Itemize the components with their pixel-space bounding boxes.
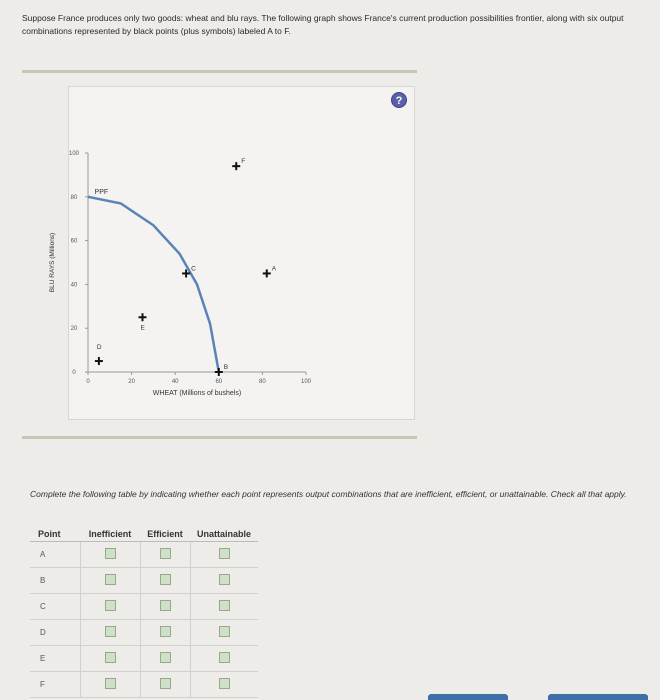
- table-row: [30, 620, 258, 646]
- y-tick-label: 80: [70, 194, 78, 201]
- row-point-label: C: [30, 594, 80, 620]
- row-point-label: B: [30, 568, 80, 594]
- y-axis-label: BLU RAYS (Millions): [49, 232, 56, 293]
- ppf-label: PPF: [94, 188, 109, 196]
- intro-text: Suppose France produces only two goods: wheat and blu rays. The following graph shows France's current production possibilities frontier, along with six output combinations represented by black points (plus symbols) labeled A to F.: [22, 13, 624, 36]
- cell-unattainable: [190, 620, 258, 646]
- bottom-divider: [22, 436, 417, 439]
- checkbox-unattainable[interactable]: [219, 600, 230, 611]
- point-label: D: [96, 344, 102, 352]
- checkbox-inefficient[interactable]: [105, 678, 116, 689]
- checkbox-inefficient[interactable]: [105, 574, 116, 585]
- cell-inefficient: [80, 646, 140, 672]
- checkbox-unattainable[interactable]: [219, 626, 230, 637]
- table-row: [30, 646, 258, 672]
- checkbox-efficient[interactable]: [160, 574, 171, 585]
- point-e: [139, 313, 147, 331]
- point-a: [263, 265, 277, 277]
- table-row: [30, 542, 258, 568]
- checkbox-unattainable[interactable]: [219, 548, 230, 559]
- checkbox-efficient[interactable]: [160, 652, 171, 663]
- point-f: [232, 158, 245, 170]
- ppf-curve: [88, 197, 219, 372]
- cell-efficient: [140, 672, 190, 698]
- y-tick-label: 60: [70, 238, 78, 245]
- row-point-label: D: [30, 620, 80, 646]
- y-tick-label: 100: [68, 151, 80, 157]
- row-point-label: A: [30, 542, 80, 568]
- x-tick-label: 40: [171, 379, 179, 385]
- checkbox-inefficient[interactable]: [105, 548, 116, 559]
- point-label: E: [140, 324, 145, 332]
- header-inefficient: Inefficient: [80, 527, 140, 542]
- point-d: [95, 344, 103, 365]
- y-tick-label: 20: [70, 326, 78, 333]
- checkbox-efficient[interactable]: [160, 600, 171, 611]
- cell-efficient: [140, 594, 190, 620]
- header-efficient: Efficient: [140, 527, 190, 542]
- cell-efficient: [140, 646, 190, 672]
- x-tick-label: 80: [259, 379, 266, 385]
- point-label: C: [191, 265, 196, 273]
- checkbox-unattainable[interactable]: [219, 574, 230, 585]
- action-button[interactable]: [428, 694, 508, 700]
- point-label: F: [241, 158, 246, 166]
- axes: [88, 153, 306, 372]
- checkbox-inefficient[interactable]: [105, 652, 116, 663]
- checkbox-unattainable[interactable]: [219, 678, 230, 689]
- cell-inefficient: [80, 672, 140, 698]
- x-tick-label: 100: [300, 379, 312, 385]
- classification-table: [30, 527, 258, 698]
- x-tick-label: 20: [128, 379, 135, 385]
- cell-inefficient: [80, 568, 140, 594]
- cell-inefficient: [80, 620, 140, 646]
- x-axis-label: WHEAT (Millions of bushels): [152, 390, 242, 397]
- cell-unattainable: [190, 542, 258, 568]
- table-row: [30, 594, 258, 620]
- instructions-text: Complete the following table by indicating whether each point represents output combinations that are inefficient, efficient, or unattainable. Check all that apply.: [30, 489, 627, 499]
- checkbox-inefficient[interactable]: [105, 626, 116, 637]
- header-point: Point: [30, 527, 80, 542]
- cell-unattainable: [190, 672, 258, 698]
- cell-efficient: [140, 568, 190, 594]
- point-label: A: [271, 265, 277, 273]
- cell-efficient: [140, 542, 190, 568]
- checkbox-efficient[interactable]: [160, 678, 171, 689]
- help-icon[interactable]: ?: [391, 92, 407, 108]
- y-tick-label: 0: [72, 370, 76, 376]
- cell-efficient: [140, 620, 190, 646]
- row-point-label: E: [30, 646, 80, 672]
- cell-unattainable: [190, 568, 258, 594]
- cell-inefficient: [80, 542, 140, 568]
- y-tick-label: 40: [70, 282, 78, 289]
- cell-inefficient: [80, 594, 140, 620]
- action-button[interactable]: [548, 694, 648, 700]
- checkbox-efficient[interactable]: [160, 548, 171, 559]
- checkbox-inefficient[interactable]: [105, 600, 116, 611]
- cell-unattainable: [190, 646, 258, 672]
- x-tick-label: 60: [215, 379, 223, 385]
- header-unattainable: Unattainable: [190, 527, 258, 542]
- checkbox-efficient[interactable]: [160, 626, 171, 637]
- row-point-label: F: [30, 672, 80, 698]
- point-label: B: [223, 364, 229, 371]
- x-tick-label: 0: [86, 379, 90, 385]
- checkbox-unattainable[interactable]: [219, 652, 230, 663]
- cell-unattainable: [190, 594, 258, 620]
- table-row: [30, 672, 258, 698]
- table-row: [30, 568, 258, 594]
